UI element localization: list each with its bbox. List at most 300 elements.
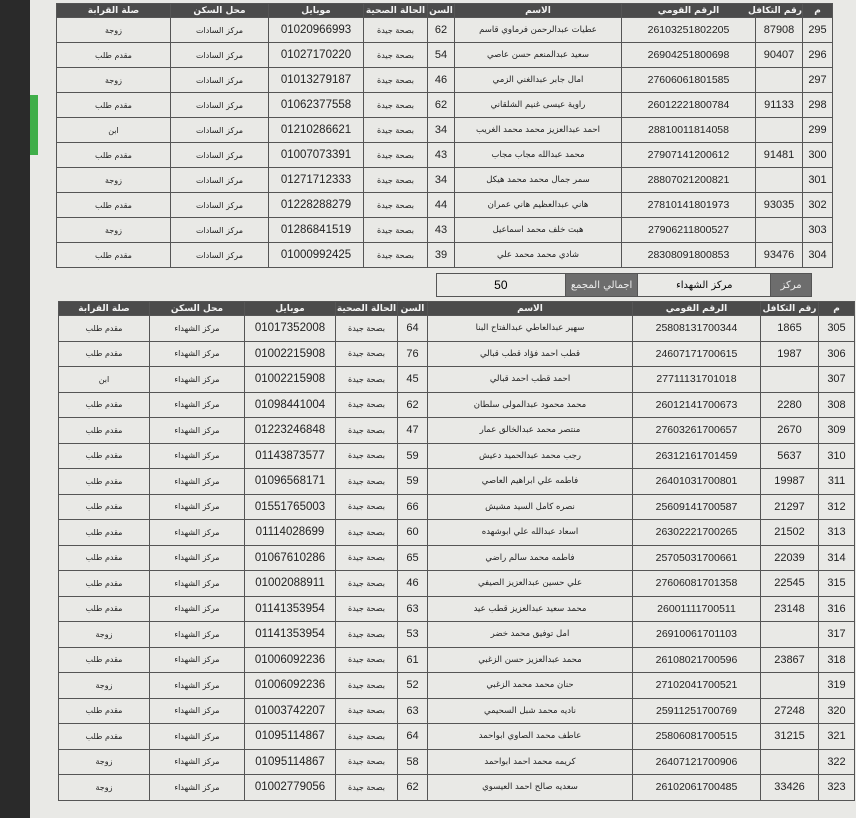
row-family-id: 90407 xyxy=(756,43,803,68)
row-health: بصحة جيدة xyxy=(336,673,398,699)
row-seq: 308 xyxy=(819,392,855,418)
row-residence: مركز السادات xyxy=(171,93,269,118)
row-health: بصحة جيدة xyxy=(336,724,398,750)
row-phone: 01020966993 xyxy=(269,18,364,43)
header-family: رقم التكافل xyxy=(748,5,802,16)
table-row xyxy=(59,622,855,648)
district-value: مركز الشهداء xyxy=(637,274,770,296)
row-seq: 321 xyxy=(819,724,855,750)
row-residence: مركز الشهداء xyxy=(150,673,245,699)
row-phone: 01114028699 xyxy=(245,520,336,546)
table-row xyxy=(57,218,833,243)
row-age: 46 xyxy=(428,68,455,93)
row-phone: 01228288279 xyxy=(269,193,364,218)
row-residence: مركز الشهداء xyxy=(150,520,245,546)
row-relation: مقدم طلب xyxy=(59,443,150,469)
table-row xyxy=(57,193,833,218)
row-residence: مركز الشهداء xyxy=(150,571,245,597)
row-residence: مركز السادات xyxy=(171,168,269,193)
row-seq: 314 xyxy=(819,545,855,571)
row-relation: مقدم طلب xyxy=(59,469,150,495)
row-name: ناديه محمد شبل السحيمي xyxy=(428,698,633,724)
row-seq: 320 xyxy=(819,698,855,724)
row-family-id: 21502 xyxy=(761,520,819,546)
row-seq: 300 xyxy=(803,143,833,168)
table-row xyxy=(59,698,855,724)
row-age: 59 xyxy=(398,469,428,495)
header-phone: موبايل xyxy=(245,302,336,316)
header-family: رقم التكافل xyxy=(761,302,819,316)
beneficiaries-table-shohada xyxy=(58,301,855,801)
row-phone: 01002779056 xyxy=(245,775,336,801)
row-national-id: 27906211800527 xyxy=(622,218,756,243)
row-age: 34 xyxy=(428,118,455,143)
row-phone: 01096568171 xyxy=(245,469,336,495)
row-phone: 01017352008 xyxy=(245,316,336,342)
row-health: بصحة جيدة xyxy=(364,68,428,93)
row-health: بصحة جيدة xyxy=(336,392,398,418)
row-seq: 318 xyxy=(819,647,855,673)
row-family-id xyxy=(761,622,819,648)
row-phone: 01141353954 xyxy=(245,596,336,622)
table-row xyxy=(59,673,855,699)
row-seq: 310 xyxy=(819,443,855,469)
row-family-id: 93476 xyxy=(756,243,803,268)
total-value: 50 xyxy=(494,278,508,292)
row-name: علي حسين عبدالعزيز الصيفي xyxy=(428,571,633,597)
row-family-id: 22545 xyxy=(761,571,819,597)
row-name: رجب محمد عبدالحميد دعيش xyxy=(428,443,633,469)
row-residence: مركز الشهداء xyxy=(150,622,245,648)
row-residence: مركز السادات xyxy=(171,143,269,168)
header-residence: محل السكن xyxy=(150,302,245,316)
row-age: 64 xyxy=(398,724,428,750)
row-family-id: 33426 xyxy=(761,775,819,801)
row-relation: مقدم طلب xyxy=(59,571,150,597)
header-health: الحالة الصحية xyxy=(364,4,428,18)
row-health: بصحة جيدة xyxy=(336,545,398,571)
row-national-id: 26910061701103 xyxy=(633,622,761,648)
row-residence: مركز الشهداء xyxy=(150,392,245,418)
row-seq: 298 xyxy=(803,93,833,118)
row-residence: مركز الشهداء xyxy=(150,775,245,801)
row-age: 54 xyxy=(428,43,455,68)
row-name: عطيات عبدالرحمن فرماوي قاسم xyxy=(455,18,622,43)
table-row xyxy=(57,18,833,43)
row-seq: 319 xyxy=(819,673,855,699)
table-row xyxy=(59,596,855,622)
row-family-id: 1987 xyxy=(761,341,819,367)
row-seq: 317 xyxy=(819,622,855,648)
row-residence: مركز الشهداء xyxy=(150,469,245,495)
row-phone: 01006092236 xyxy=(245,647,336,673)
row-family-id xyxy=(761,367,819,393)
row-relation: زوجة xyxy=(59,622,150,648)
row-age: 59 xyxy=(398,443,428,469)
row-relation: زوجة xyxy=(57,18,171,43)
row-relation: مقدم طلب xyxy=(59,392,150,418)
row-seq: 315 xyxy=(819,571,855,597)
row-national-id: 25609141700587 xyxy=(633,494,761,520)
table-row xyxy=(59,341,855,367)
row-national-id: 25806081700515 xyxy=(633,724,761,750)
table-row xyxy=(59,494,855,520)
row-relation: ابن xyxy=(57,118,171,143)
row-name: سعيد عبدالمنعم حسن عاصي xyxy=(455,43,622,68)
row-relation: زوجة xyxy=(57,68,171,93)
header-nid: الرقم القومي xyxy=(633,302,761,316)
row-health: بصحة جيدة xyxy=(336,316,398,342)
row-national-id: 28308091800853 xyxy=(622,243,756,268)
table-row xyxy=(57,93,833,118)
row-age: 44 xyxy=(428,193,455,218)
row-health: بصحة جيدة xyxy=(336,775,398,801)
header-name: الاسم xyxy=(455,4,622,18)
row-national-id: 26012221800784 xyxy=(622,93,756,118)
row-phone: 01003742207 xyxy=(245,698,336,724)
row-family-id xyxy=(761,673,819,699)
row-national-id: 25705031700661 xyxy=(633,545,761,571)
row-name: محمد عبدالعزيز حسن الزغبي xyxy=(428,647,633,673)
row-phone: 01223246848 xyxy=(245,418,336,444)
row-family-id: 23867 xyxy=(761,647,819,673)
row-seq: 296 xyxy=(803,43,833,68)
table-row xyxy=(59,392,855,418)
header-health: الحالة الصحية xyxy=(336,303,397,314)
row-health: بصحة جيدة xyxy=(364,118,428,143)
table-row xyxy=(59,571,855,597)
row-phone: 01067610286 xyxy=(245,545,336,571)
row-residence: مركز السادات xyxy=(171,193,269,218)
table-row xyxy=(59,775,855,801)
row-residence: مركز الشهداء xyxy=(150,418,245,444)
row-residence: مركز الشهداء xyxy=(150,316,245,342)
row-health: بصحة جيدة xyxy=(364,218,428,243)
header-phone: موبايل xyxy=(269,4,364,18)
row-seq: 305 xyxy=(819,316,855,342)
row-health: بصحة جيدة xyxy=(364,168,428,193)
row-residence: مركز السادات xyxy=(171,218,269,243)
row-relation: زوجة xyxy=(59,673,150,699)
header-seq: م xyxy=(803,4,833,18)
row-age: 65 xyxy=(398,545,428,571)
row-residence: مركز السادات xyxy=(171,243,269,268)
row-residence: مركز الشهداء xyxy=(150,724,245,750)
row-seq: 311 xyxy=(819,469,855,495)
row-relation: مقدم طلب xyxy=(59,647,150,673)
row-phone: 01210286621 xyxy=(269,118,364,143)
row-national-id: 27711131701018 xyxy=(633,367,761,393)
row-phone: 01095114867 xyxy=(245,749,336,775)
row-age: 47 xyxy=(398,418,428,444)
header-relation: صلة القرابة xyxy=(57,4,171,18)
row-relation: مقدم طلب xyxy=(57,93,171,118)
row-family-id: 87908 xyxy=(756,18,803,43)
header-age: السن xyxy=(398,302,428,316)
row-name: امال جابر عبدالغني الزمي xyxy=(455,68,622,93)
row-health: بصحة جيدة xyxy=(336,341,398,367)
row-relation: مقدم طلب xyxy=(59,724,150,750)
row-name: قطب احمد فؤاد قطب قبالي xyxy=(428,341,633,367)
row-residence: مركز الشهداء xyxy=(150,545,245,571)
row-name: احمد عبدالعزيز محمد محمد الغريب xyxy=(455,118,622,143)
header-relation: صلة القرابة xyxy=(59,302,150,316)
row-phone: 01062377558 xyxy=(269,93,364,118)
row-family-id xyxy=(756,118,803,143)
row-name: امل توفيق محمد خضر xyxy=(428,622,633,648)
row-age: 53 xyxy=(398,622,428,648)
row-family-id: 5637 xyxy=(761,443,819,469)
row-residence: مركز الشهداء xyxy=(150,367,245,393)
row-family-id: 31215 xyxy=(761,724,819,750)
row-relation: مقدم طلب xyxy=(59,698,150,724)
row-age: 76 xyxy=(398,341,428,367)
row-national-id: 26001111700511 xyxy=(633,596,761,622)
row-relation: مقدم طلب xyxy=(59,494,150,520)
row-age: 66 xyxy=(398,494,428,520)
row-name: فاطمه علي ابراهيم العاصي xyxy=(428,469,633,495)
row-national-id: 28810011814058 xyxy=(622,118,756,143)
row-family-id xyxy=(756,218,803,243)
row-phone: 01006092236 xyxy=(245,673,336,699)
row-phone: 01002088911 xyxy=(245,571,336,597)
table-row xyxy=(59,724,855,750)
row-family-id: 1865 xyxy=(761,316,819,342)
row-national-id: 27810141801973 xyxy=(622,193,756,218)
row-phone: 01027170220 xyxy=(269,43,364,68)
row-relation: زوجة xyxy=(59,775,150,801)
row-residence: مركز السادات xyxy=(171,43,269,68)
row-seq: 322 xyxy=(819,749,855,775)
header-name: الاسم xyxy=(428,302,633,316)
row-national-id: 26407121700906 xyxy=(633,749,761,775)
table-row xyxy=(59,520,855,546)
row-national-id: 26312161701459 xyxy=(633,443,761,469)
row-age: 60 xyxy=(398,520,428,546)
row-seq: 307 xyxy=(819,367,855,393)
row-age: 62 xyxy=(398,392,428,418)
row-name: محمد سعيد عبدالعزيز قطب عيد xyxy=(428,596,633,622)
row-residence: مركز الشهداء xyxy=(150,698,245,724)
row-national-id: 24607171700615 xyxy=(633,341,761,367)
row-phone: 01286841519 xyxy=(269,218,364,243)
row-health: بصحة جيدة xyxy=(336,443,398,469)
row-residence: مركز السادات xyxy=(171,118,269,143)
row-age: 34 xyxy=(428,168,455,193)
row-residence: مركز السادات xyxy=(171,18,269,43)
row-age: 46 xyxy=(398,571,428,597)
row-relation: زوجة xyxy=(59,749,150,775)
row-health: بصحة جيدة xyxy=(364,193,428,218)
row-phone: 01000992425 xyxy=(269,243,364,268)
row-national-id: 26108021700596 xyxy=(633,647,761,673)
row-name: حنان محمد محمد الزغبي xyxy=(428,673,633,699)
background-green-strip xyxy=(30,95,38,155)
row-name: هاني عبدالعظيم هاني عمران xyxy=(455,193,622,218)
table-header-row xyxy=(57,4,833,18)
row-age: 64 xyxy=(398,316,428,342)
row-name: منتصر محمد عبدالخالق عمار xyxy=(428,418,633,444)
table-row xyxy=(59,443,855,469)
row-national-id: 26401031700801 xyxy=(633,469,761,495)
row-seq: 301 xyxy=(803,168,833,193)
header-age: السن xyxy=(429,5,453,16)
row-seq: 316 xyxy=(819,596,855,622)
district-label: مركز xyxy=(770,274,811,296)
row-name: فاطمه محمد سالم راضي xyxy=(428,545,633,571)
row-residence: مركز السادات xyxy=(171,68,269,93)
row-national-id: 26302221700265 xyxy=(633,520,761,546)
row-name: اسعاد عبدالله علي ابوشهده xyxy=(428,520,633,546)
row-family-id xyxy=(761,749,819,775)
row-family-id: 91481 xyxy=(756,143,803,168)
row-national-id: 26103251802205 xyxy=(622,18,756,43)
row-relation: زوجة xyxy=(57,168,171,193)
row-relation: مقدم طلب xyxy=(59,520,150,546)
table-row xyxy=(59,367,855,393)
row-national-id: 27603261700657 xyxy=(633,418,761,444)
row-health: بصحة جيدة xyxy=(336,571,398,597)
row-seq: 323 xyxy=(819,775,855,801)
row-name: محمد عبدالله مجاب مجاب xyxy=(455,143,622,168)
row-family-id: 21297 xyxy=(761,494,819,520)
district-summary-bar xyxy=(436,273,812,297)
row-seq: 299 xyxy=(803,118,833,143)
row-health: بصحة جيدة xyxy=(336,749,398,775)
row-national-id: 27907141200612 xyxy=(622,143,756,168)
row-family-id: 2670 xyxy=(761,418,819,444)
row-relation: مقدم طلب xyxy=(57,43,171,68)
row-health: بصحة جيدة xyxy=(364,43,428,68)
row-name: شادي محمد محمد علي xyxy=(455,243,622,268)
row-age: 62 xyxy=(428,18,455,43)
row-health: بصحة جيدة xyxy=(336,647,398,673)
row-relation: مقدم طلب xyxy=(57,193,171,218)
table-row xyxy=(59,647,855,673)
row-seq: 302 xyxy=(803,193,833,218)
row-name: سهير عبدالعاطي عبدالفتاح البنا xyxy=(428,316,633,342)
row-age: 58 xyxy=(398,749,428,775)
row-national-id: 26012141700673 xyxy=(633,392,761,418)
row-age: 45 xyxy=(398,367,428,393)
row-seq: 303 xyxy=(803,218,833,243)
row-national-id: 26102061700485 xyxy=(633,775,761,801)
row-health: بصحة جيدة xyxy=(336,520,398,546)
row-phone: 01271712333 xyxy=(269,168,364,193)
row-relation: مقدم طلب xyxy=(59,341,150,367)
table-row xyxy=(57,168,833,193)
row-relation: زوجة xyxy=(57,218,171,243)
row-health: بصحة جيدة xyxy=(336,367,398,393)
row-relation: مقدم طلب xyxy=(59,545,150,571)
row-age: 43 xyxy=(428,218,455,243)
row-health: بصحة جيدة xyxy=(336,418,398,444)
row-residence: مركز الشهداء xyxy=(150,647,245,673)
row-phone: 01098441004 xyxy=(245,392,336,418)
row-health: بصحة جيدة xyxy=(336,596,398,622)
table-row xyxy=(59,469,855,495)
row-health: بصحة جيدة xyxy=(364,93,428,118)
row-national-id: 25808131700344 xyxy=(633,316,761,342)
row-name: محمد محمود عبدالمولى سلطان xyxy=(428,392,633,418)
row-family-id: 2280 xyxy=(761,392,819,418)
row-phone: 01143873577 xyxy=(245,443,336,469)
row-age: 61 xyxy=(398,647,428,673)
row-age: 62 xyxy=(398,775,428,801)
row-national-id: 28807021200821 xyxy=(622,168,756,193)
row-age: 39 xyxy=(428,243,455,268)
row-health: بصحة جيدة xyxy=(336,494,398,520)
row-age: 52 xyxy=(398,673,428,699)
total-label: اجمالي المجمع xyxy=(565,274,638,296)
row-health: بصحة جيدة xyxy=(364,143,428,168)
row-phone: 01551765003 xyxy=(245,494,336,520)
row-national-id: 27606081701358 xyxy=(633,571,761,597)
table-row xyxy=(59,545,855,571)
row-relation: مقدم طلب xyxy=(57,243,171,268)
row-family-id xyxy=(756,68,803,93)
row-family-id: 91133 xyxy=(756,93,803,118)
row-national-id: 25911251700769 xyxy=(633,698,761,724)
beneficiaries-table-sadat xyxy=(56,3,833,268)
row-relation: ابن xyxy=(59,367,150,393)
row-name: كريمه محمد احمد ابواحمد xyxy=(428,749,633,775)
row-residence: مركز الشهداء xyxy=(150,494,245,520)
table-header-row xyxy=(59,302,855,316)
table-row xyxy=(59,316,855,342)
row-phone: 01002215908 xyxy=(245,367,336,393)
row-name: احمد قطب احمد قبالي xyxy=(428,367,633,393)
row-phone: 01141353954 xyxy=(245,622,336,648)
header-residence: محل السكن xyxy=(171,4,269,18)
row-age: 62 xyxy=(428,93,455,118)
row-residence: مركز الشهداء xyxy=(150,596,245,622)
table-row xyxy=(57,43,833,68)
row-family-id: 27248 xyxy=(761,698,819,724)
row-health: بصحة جيدة xyxy=(336,469,398,495)
row-seq: 295 xyxy=(803,18,833,43)
row-seq: 306 xyxy=(819,341,855,367)
row-national-id: 27102041700521 xyxy=(633,673,761,699)
row-residence: مركز الشهداء xyxy=(150,443,245,469)
row-family-id: 22039 xyxy=(761,545,819,571)
row-national-id: 26904251800698 xyxy=(622,43,756,68)
table-row xyxy=(59,749,855,775)
row-family-id: 93035 xyxy=(756,193,803,218)
row-seq: 304 xyxy=(803,243,833,268)
row-name: هبت خلف محمد اسماعيل xyxy=(455,218,622,243)
row-age: 43 xyxy=(428,143,455,168)
row-relation: مقدم طلب xyxy=(57,143,171,168)
table-row xyxy=(57,243,833,268)
table-row xyxy=(57,118,833,143)
row-health: بصحة جيدة xyxy=(364,243,428,268)
row-seq: 297 xyxy=(803,68,833,93)
row-age: 63 xyxy=(398,596,428,622)
row-residence: مركز الشهداء xyxy=(150,749,245,775)
row-name: نصره كامل السيد مشيش xyxy=(428,494,633,520)
row-age: 63 xyxy=(398,698,428,724)
row-phone: 01095114867 xyxy=(245,724,336,750)
row-seq: 313 xyxy=(819,520,855,546)
header-nid: الرقم القومي xyxy=(622,4,756,18)
row-health: بصحة جيدة xyxy=(336,698,398,724)
row-seq: 309 xyxy=(819,418,855,444)
row-health: بصحة جيدة xyxy=(364,18,428,43)
row-seq: 312 xyxy=(819,494,855,520)
row-family-id: 19987 xyxy=(761,469,819,495)
row-national-id: 27606061801585 xyxy=(622,68,756,93)
